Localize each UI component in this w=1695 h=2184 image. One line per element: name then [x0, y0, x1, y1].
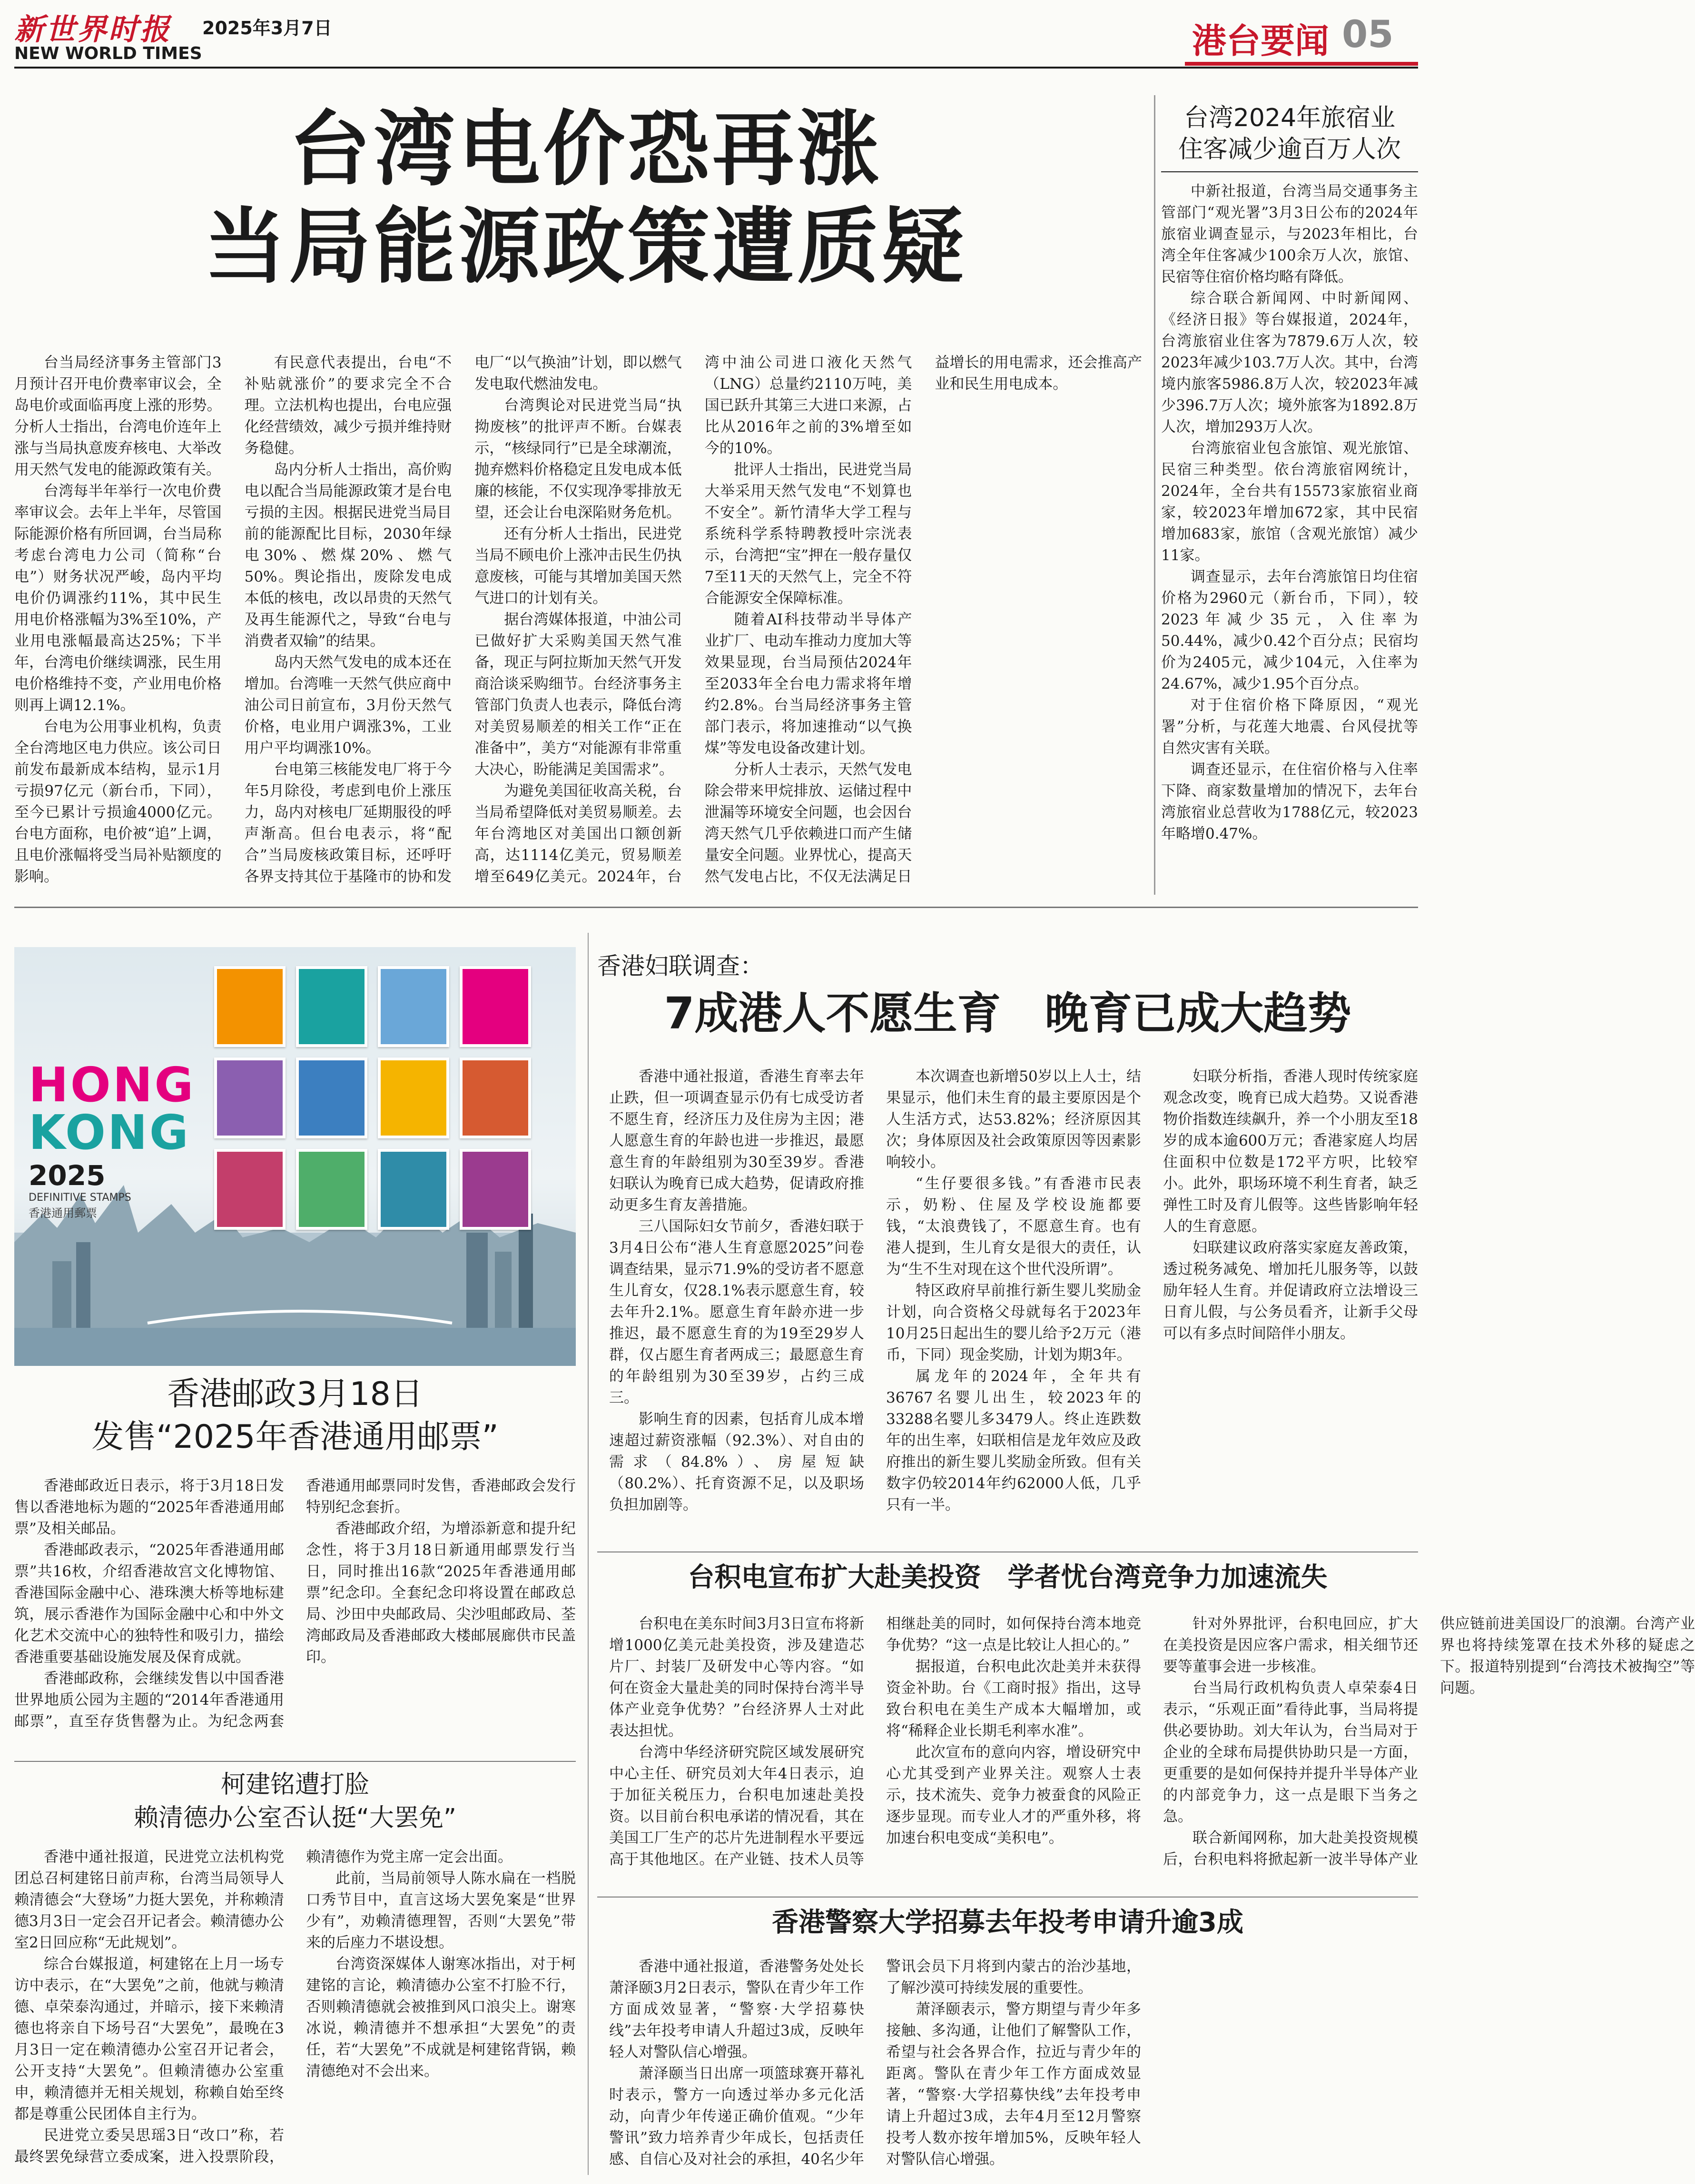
lower-column-divider: [588, 933, 589, 2175]
tsmc-paragraph: 台积电在美东时间3月3日宣布将新增1000亿美元赴美投资，涉及建造芯片厂、封装厂及研发中心等内容。“如何在资金大量赴美的同时保持台湾半导体产业竞争优势？”台经济界人士对此表达担忧。: [609, 1615, 864, 1739]
paper-name: 新世界时报: [14, 12, 172, 47]
lead-paragraph: 还有分析人士指出，民进党当局不顾电价上涨冲击民生仍执意废核，可能与其增加美国天然气进口的计划有关。: [474, 525, 682, 607]
police-paragraph: 萧泽颐表示，警方期望与青少年多接触、多沟通，让他们了解警队工作，希望与社会各界合作，拉近与青少年的距离。警队在青少年工作方面成效显著，“警察·大学招募快线”去年投考申请上升超过3成，去年4月至12月警察投考人数亦按年增加5%，反映年轻人对警队信心增强。: [886, 2001, 1141, 2168]
horizontal-divider: [14, 907, 1418, 908]
police-paragraph: 萧泽颐当日出席一项篮球赛开幕礼时表示，警方一向透过举办多元化活动，向青少年传递正确价值观。“少年警讯”致力培养青少年成长，包括责任感、自信心及对社会的承担，40名少年警讯会员下月将到内蒙古的治沙基地，了解沙漠可持续发展的重要性。: [609, 1958, 1141, 2168]
stamps-paragraph: 香港邮政介绍，为增添新意和提升纪念性，将于3月18日新通用邮票发行当日，同时推出16款“2025年香港通用邮票”纪念印。全套纪念印将设置在邮政总局、沙田中央邮政局、尖沙咀邮政局、荃湾邮政局及香港邮政大楼邮展廊供市民盖印。: [306, 1520, 576, 1666]
tourism-headline: [1161, 102, 1418, 165]
tourism-headline-line2: 住客减少逾百万人次: [1178, 135, 1401, 164]
stamp-logo-word-top: HONG: [29, 1057, 196, 1113]
lead-paragraph: 台电为公用事业机构，负责全台湾地区电力供应。该公司日前发布最新成本结构，显示1月亏损97亿元（新台币，下同），至今已累计亏损逾4000亿元。台电方面称，电价被“追”上调，且电价涨幅将受当局补贴额度的影响。: [14, 718, 222, 885]
stamp-logo-caption-en: DEFINITIVE STAMPS: [29, 1192, 131, 1204]
stamp-tile: [378, 1149, 449, 1230]
kejianming-paragraph: 台湾资深媒体人谢寒冰指出，对于柯建铭的言论，赖清德办公室不打脸不行，否则赖清德就会被推到风口浪尖上。谢寒冰说，赖清德并不想承担“大罢免”的责任，若“大罢免”不成就是柯建铭背锅，赖清德绝对不会出来。: [306, 1956, 576, 2080]
tourism-paragraph: 调查显示，去年台湾旅馆日均住宿价格为2960元（新台币，下同），较2023年减少35元，入住率为50.44%，减少0.42个百分点；民宿均价为2405元，减少104元，入住率为24.67%，减少1.95个百分点。: [1161, 568, 1418, 692]
lead-paragraph: 台当局经济事务主管部门3月预计召开电价费率审议会，全岛电价或面临再度上涨的形势。分析人士指出，台湾电价连年上涨与当局执意废弃核电、大举改用天然气发电的能源政策有关。: [14, 354, 222, 478]
stamps-paragraph: 香港邮政近日表示，将于3月18日发售以香港地标为题的“2025年香港通用邮票”及相关邮品。: [14, 1477, 284, 1537]
kejianming-headline: [14, 1768, 576, 1835]
stamps-article-body: [14, 1475, 576, 1732]
police-paragraph: 香港中通社报道，香港警务处处长萧泽颐3月2日表示，警队在青少年工作方面成效显著，“警察·大学招募快线”去年投考申请人升超过3成，反映年轻人对警队信心增强。: [609, 1958, 864, 2061]
tsmc-paragraph: 联合新闻网称，加大赴美投资规模后，台积电料将掀起新一波半导体产业供应链前进美国设厂的浪潮。台湾产业界也将持续笼罩在技术外移的疑虑之下。报道特别提到“台湾技术被掏空”等问题。: [1163, 1615, 1695, 1868]
stamp-logo-year: 2025: [29, 1159, 106, 1192]
police-article-body: [609, 1956, 1418, 2175]
lead-paragraph: 岛内分析人士指出，高价购电以配合当局能源政策才是台电亏损的主因。根据民进党当局目前的能源配比目标，2030年绿电30%、燃煤20%、燃气50%。舆论指出，废除发电成本低的核电，改以昂贵的天然气及再生能源代之，导致“台电与消费者双输”的结果。: [244, 461, 452, 650]
kejianming-top-rule: [14, 1761, 576, 1762]
lead-paragraph: 台电第三核能发电厂将于今年5月除役，考虑到电价上涨压力，岛内对核电厂延期服役的呼声渐高。但台电表示，将“配合”当局废核政策目标，还呼吁各界支持其位于基隆市的协和发电厂“以气换油”计划，即以燃气发电取代燃油发电。: [244, 354, 682, 885]
section-rule-red: [1185, 62, 1418, 66]
sidebar-divider: [1154, 95, 1155, 895]
stamps-headline-line2: 发售“2025年香港通用邮票”: [91, 1418, 499, 1456]
stamp-tile: [296, 1057, 367, 1138]
stamp-logo-word-bottom: KONG: [29, 1105, 190, 1160]
fertility-paragraph: 属龙年的2024年，全年共有36767名婴儿出生，较2023年的33288名婴儿多3479人。终止连跌数年的出生率，妇联相信是龙年效应及政府推出的新生婴儿奖励金所致。但有关数字仍较2014年约62000人低，几乎只有一半。: [886, 1368, 1141, 1513]
issue-date: 2025年3月7日: [202, 18, 332, 39]
lead-paragraph: 随着AI科技带动半导体产业扩厂、电动车推动力度加大等效果显现，台当局预估2024年至2033年全台电力需求将年增约2.8%。台当局经济事务主管部门表示，将加速推动“以气换煤”等发电设备改建计划。: [704, 611, 912, 757]
tourism-paragraph: 综合联合新闻网、中时新闻网、《经济日报》等台媒报道，2024年，台湾旅宿业住客为7879.6万人次，较2023年减少103.7万人次。其中，台湾境内旅客5986.8万人次，较2023年减少396.7万人次；境外旅客为1892.8万人次，增加293万人次。: [1161, 290, 1418, 435]
kejianming-headline-line2: 赖清德办公室否认挺“大罢免”: [134, 1804, 456, 1832]
tourism-paragraph: 中新社报道，台湾当局交通事务主管部门“观光署”3月3日公布的2024年旅宿业调查显示，与2023年相比，台湾全年住客减少100余万人次，旅馆、民宿等住宿价格均略有降低。: [1161, 183, 1418, 286]
lead-paragraph: 岛内天然气发电的成本还在增加。台湾唯一天然气供应商中油公司日前宣布，3月份天然气价格，电业用户调涨3%，工业用户平均调涨10%。: [244, 654, 452, 757]
kejianming-paragraph: 香港中通社报道，民进党立法机构党团总召柯建铭日前声称，台湾当局领导人赖清德会“大登场”力挺大罢免，并称赖清德3月3日一定会召开记者会。赖清德办公室2日回应称“无此规划”。: [14, 1848, 284, 1951]
tsmc-paragraph: 据报道，台积电此次赴美并未获得资金补助。台《工商时报》指出，这导致台积电在美生产成本大幅增加，或将“稀释企业长期毛利率水准”。: [886, 1658, 1141, 1739]
fertility-paragraph: 三八国际妇女节前夕，香港妇联于3月4日公布“港人生育意愿2025”问卷调查结果，显示71.9%的受访者不愿意生儿育女，仅28.1%表示愿意生育，较去年升2.1%。愿意生育年龄亦进一步推迟，最不愿意生育的为19至29岁人群，仅占愿生育者两成三；最愿意生育的年龄组别为30至39岁，占约三成三。: [609, 1218, 864, 1406]
stamp-tile: [214, 966, 286, 1047]
stamp-tile: [460, 1057, 531, 1138]
stamp-logo: [29, 1057, 196, 1220]
lead-paragraph: 分析人士表示，天然气发电除会带来甲烷排放、运储过程中泄漏等环境安全问题，也会因台湾天然气几乎依赖进口而产生储量安全问题。业界忧心，提高天然气发电占比，不仅无法满足日益增长的用电需求，还会推高产业和民生用电成本。: [704, 354, 1142, 885]
tsmc-paragraph: 针对外界批评，台积电回应，扩大在美投资是因应客户需求，相关细节还要等董事会进一步核准。: [1163, 1615, 1418, 1675]
lead-paragraph: 台湾每半年举行一次电价费率审议会。去年上半年，尽管国际能源价格有所回调，台当局称考虑台湾电力公司（简称“台电”）财务状况严峻，岛内平均电价仍调涨约11%，其中民生用电价格涨幅为3%至10%，产业用电涨幅最高达25%；下半年，台湾电价继续调涨，民生用电价格维持不变，产业用电价格则再上调12.1%。: [14, 483, 222, 714]
tourism-paragraph: 调查还显示，在住宿价格与入住率下降、商家数量增加的情况下，去年台湾旅宿业总营收为1788亿元，较2023年略增0.47%。: [1161, 761, 1418, 842]
fertility-paragraph: 特区政府早前推行新生婴儿奖励金计划，向合资格父母就每名于2023年10月25日起出生的婴儿给予2万元（港币，下同）现金奖励，计划为期3年。: [886, 1282, 1141, 1364]
stamp-sheet: [214, 966, 547, 1230]
stamp-tile: [460, 966, 531, 1047]
paper-english-name: NEW WORLD TIMES: [14, 44, 202, 63]
stamp-tile: [378, 1057, 449, 1138]
stamps-headline: [14, 1373, 576, 1459]
tourism-paragraph: 台湾旅宿业包含旅馆、观光旅馆、民宿三种类型。依台湾旅宿网统计，2024年，全台共有15573家旅宿业商家，较2023年增加672家，其中民宿增加683家，旅馆（含观光旅馆）减少11家。: [1161, 440, 1418, 564]
lead-paragraph: 据台湾媒体报道，中油公司已做好扩大采购美国天然气准备，现正与阿拉斯加天然气开发商洽谈采购细节。台经济事务主管部门负责人也表示，降低台湾对美贸易顺差的相关工作“正在准备中”，美方“对能源有非常重大决心，盼能满足美国需求”。: [474, 611, 682, 778]
kejianming-headline-line1: 柯建铭遭打脸: [220, 1770, 369, 1799]
tsmc-headline: 台积电宣布扩大赴美投资 学者忧台湾竞争力加速流失: [688, 1562, 1328, 1593]
stamp-collection-image: [14, 947, 576, 1366]
masthead-rule: [14, 67, 1418, 69]
lead-headline: [157, 100, 1014, 295]
fertility-paragraph: 本次调查也新增50岁以上人士，结果显示，他们未生育的最主要原因是个人生活方式，达53.82%；经济原因其次；身体原因及社会政策原因等因素影响较小。: [886, 1068, 1141, 1171]
tsmc-article-body: [609, 1613, 1695, 1889]
fertility-kicker: 香港妇联调查：: [597, 952, 764, 980]
masthead: [0, 0, 1432, 71]
tourism-headline-rule: [1161, 171, 1418, 172]
tourism-paragraph: 对于住宿价格下降原因，“观光署”分析，与花莲大地震、台风侵扰等自然灾害有关联。: [1161, 697, 1418, 757]
page-number: 05: [1342, 13, 1394, 56]
tsmc-paragraph: 此次宣布的意向内容，增设研究中心尤其受到产业界关注。观察人士表示，技术流失、竞争力被蚕食的风险正逐步显现。而专业人才的严重外移，将加速台积电变成“美积电”。: [886, 1744, 1141, 1847]
tourism-article-body: [1161, 181, 1418, 895]
stamp-tile: [214, 1149, 286, 1230]
fertility-paragraph: 影响生育的因素，包括育儿成本增速超过薪资涨幅（92.3%）、对自由的需求（84.8%）、房屋短缺（80.2%）、托育资源不足，以及职场负担加剧等。: [609, 1411, 864, 1513]
stamps-headline-line1: 香港邮政3月18日: [167, 1375, 423, 1413]
lead-article-body: [14, 352, 1142, 895]
stamp-tile: [460, 1149, 531, 1230]
stamp-logo-caption-zh: 香港通用郵票: [29, 1206, 97, 1220]
tsmc-paragraph: 台湾中华经济研究院区域发展研究中心主任、研究员刘大年4日表示，迫于加征关税压力，台积电加速赴美投资。以目前台积电承诺的情况看，其在美国工厂生产的芯片先进制程水平要远高于其他地区。在产业链、技术人员等相继赴美的同时，如何保持台湾本地竞争优势？“这一点是比较让人担心的。”: [609, 1615, 1141, 1868]
kejianming-paragraph: 综合台媒报道，柯建铭在上月一场专访中表示，在“大罢免”之前，他就与赖清德、卓荣泰沟通过，并暗示，接下来赖清德也将亲自下场号召“大罢免”，最晚在3月3日一定在赖清德办公室召开记者会，公开支持“大罢免”。但赖清德办公室重申，赖清德并无相关规划，称赖自始至终都是尊重公民团体自主行为。: [14, 1956, 284, 2123]
section-name: 港台要闻: [1192, 21, 1330, 61]
fertility-article-body: [609, 1066, 1418, 1547]
fertility-headline: 7成港人不愿生育 晚育已成大趋势: [664, 988, 1351, 1039]
lead-paragraph: 台湾舆论对民进党当局“执拗废核”的批评声不断。台媒表示，“核绿同行”已是全球潮流，抛弃燃料价格稳定且发电成本低廉的核能，不仅实现净零排放无望，还会让台电深陷财务危机。: [474, 397, 682, 521]
tsmc-paragraph: 台当局行政机构负责人卓荣泰4日表示，“乐观正面”看待此事，当局将提供必要协助。刘大年认为，台当局对于企业的全球布局提供协助只是一方面，更重要的是如何保持并提升半导体产业的内部竞争力，这一点是眼下当务之急。: [1163, 1680, 1418, 1825]
lead-headline-line2: 当局能源政策遭质疑: [204, 198, 966, 295]
stamp-tile: [296, 966, 367, 1047]
lead-headline-line1: 台湾电价恐再涨: [289, 100, 882, 197]
kejianming-paragraph: 此前，当局前领导人陈水扁在一档脱口秀节目中，直言这场大罢免案是“世界少有”，劝赖清德理智，否则“大罢免”带来的后座力不堪设想。: [306, 1870, 576, 1951]
lead-paragraph: 有民意代表提出，台电“不补贴就涨价”的要求完全不合理。立法机构也提出，台电应强化经营绩效，减少亏损并维持财务稳健。: [244, 354, 452, 457]
kejianming-article-body: [14, 1847, 576, 2175]
fertility-paragraph: 妇联分析指，香港人现时传统家庭观念改变，晚育已成大趋势。又说香港物价指数连续飙升，养一个小朋友至18岁的成本逾600万元；香港家庭人均居住面积中位数是172平方呎，比较窄小。此外，职场环境不利生育者，缺乏弹性工时及育儿假等。这些皆影响年轻人的生育意愿。: [1163, 1068, 1418, 1235]
kejianming-paragraph: 民进党立委吴思瑶3日“改口”称，若最终罢免绿营立委成案，进入投票阶段，赖清德作为党主席一定会出面。: [14, 1848, 512, 2165]
fertility-paragraph: “生仔要很多钱。”有香港市民表示，奶粉、住屋及学校设施都要钱，“太浪费钱了，不愿意生育。也有港人提到，生儿育女是很大的责任，认为“生不生对现在这个世代没所谓”。: [886, 1175, 1141, 1278]
lead-paragraph: 批评人士指出，民进党当局大举采用天然气发电“不划算也不安全”。新竹清华大学工程与系统科学系特聘教授叶宗洸表示，台湾把“宝”押在一般存量仅7至11天的天然气上，完全不符合能源安全保障标准。: [704, 461, 912, 607]
tourism-headline-line1: 台湾2024年旅宿业: [1183, 104, 1396, 132]
stamps-paragraph: 香港邮政表示，“2025年香港通用邮票”共16枚，介绍香港故宫文化博物馆、香港国际金融中心、港珠澳大桥等地标建筑，展示香港作为国际金融中心和中外文化艺术交流中心的独特性和吸引力，描绘香港重要基础设施发展及保育成就。: [14, 1542, 284, 1666]
stamp-tile: [378, 966, 449, 1047]
stamps-paragraph: 香港邮政称，会继续发售以中国香港世界地质公园为主题的“2014年香港通用邮票”，直至存货售罄为止。为纪念两套香港通用邮票同时发售，香港邮政会发行特别纪念套折。: [14, 1477, 576, 1730]
fertility-paragraph: 香港中通社报道，香港生育率去年止跌，但一项调查显示仍有七成受访者不愿生育，经济压力及住房为主因；港人愿意生育的年龄也进一步推迟，最愿意生育的年龄组别为30至39岁。香港妇联认为晚育已成大趋势，促请政府推动更多生育友善措施。: [609, 1068, 864, 1214]
stamp-tile: [296, 1149, 367, 1230]
stamp-tile: [214, 1057, 286, 1138]
fertility-paragraph: 妇联建议政府落实家庭友善政策，透过税务减免、增加托儿服务等，以鼓励年轻人生育。并促请政府立法增设三日育儿假，与公务员看齐，让新手父母可以有多点时间陪伴小朋友。: [1163, 1239, 1418, 1342]
lead-paragraph: 为避免美国征收高关税，台当局希望降低对美贸易顺差。去年台湾地区对美国出口额创新高，达1114亿美元，贸易顺差增至649亿美元。2024年，台湾中油公司进口液化天然气（LNG）总量约2110万吨，美国已跃升其第三大进口来源，占比从2016年之前的3%增至如今的10%。: [474, 354, 912, 885]
police-headline: 香港警察大学招募去年投考申请升逾3成: [772, 1907, 1243, 1938]
